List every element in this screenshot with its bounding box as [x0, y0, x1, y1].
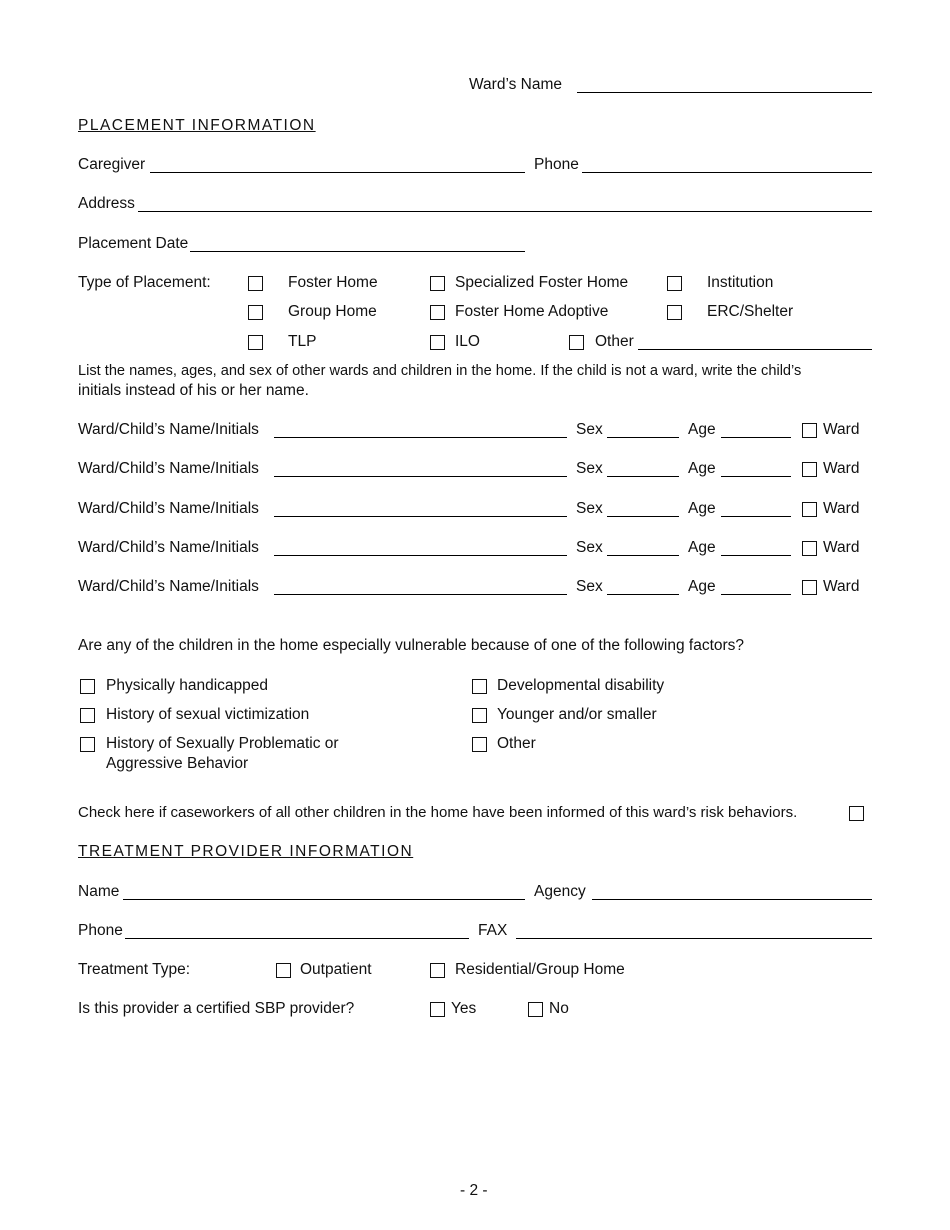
outpatient-label: Outpatient: [300, 961, 372, 978]
child-name-label: Ward/Child’s Name/Initials: [78, 421, 259, 438]
child-age-label: Age: [688, 500, 716, 517]
child-ward-checkbox[interactable]: [802, 541, 817, 556]
children-instructions: List the names, ages, and sex of other wards and children in the home. If the child is not a ward, write the child’s: [78, 363, 802, 379]
foster-home-adoptive-checkbox[interactable]: [430, 305, 445, 320]
foster-home-adoptive-label: Foster Home Adoptive: [455, 303, 609, 320]
sexual-victimization-label: History of sexual victimization: [106, 706, 310, 723]
child-sex-label: Sex: [576, 578, 603, 595]
other-placement-label: Other: [595, 333, 634, 350]
certified-yes-checkbox[interactable]: [430, 1002, 445, 1017]
problematic-behavior-label-line2: Aggressive Behavior: [106, 755, 249, 772]
child-sex-field[interactable]: [607, 437, 679, 438]
wards-name-field[interactable]: [577, 92, 872, 93]
child-sex-label: Sex: [576, 500, 603, 517]
institution-label: Institution: [707, 274, 774, 291]
ilo-checkbox[interactable]: [430, 335, 445, 350]
child-name-label: Ward/Child’s Name/Initials: [78, 578, 259, 595]
erc-shelter-checkbox[interactable]: [667, 305, 682, 320]
problematic-behavior-label: History of Sexually Problematic or: [106, 735, 339, 752]
younger-smaller-checkbox[interactable]: [472, 708, 487, 723]
child-age-label: Age: [688, 578, 716, 595]
child-age-field[interactable]: [721, 516, 791, 517]
group-home-checkbox[interactable]: [248, 305, 263, 320]
fax-label: FAX: [478, 922, 508, 939]
physically-handicapped-label: Physically handicapped: [106, 677, 268, 694]
foster-home-checkbox[interactable]: [248, 276, 263, 291]
child-ward-label: Ward: [823, 500, 860, 517]
outpatient-checkbox[interactable]: [276, 963, 291, 978]
child-name-field[interactable]: [274, 516, 567, 517]
child-age-field[interactable]: [721, 476, 791, 477]
certified-provider-question: Is this provider a certified SBP provider?: [78, 1000, 355, 1017]
residential-group-home-checkbox[interactable]: [430, 963, 445, 978]
child-name-label: Ward/Child’s Name/Initials: [78, 460, 259, 477]
child-ward-label: Ward: [823, 460, 860, 477]
developmental-disability-label: Developmental disability: [497, 677, 665, 694]
phone-label: Phone: [534, 156, 579, 173]
caregiver-label: Caregiver: [78, 156, 146, 173]
provider-name-field[interactable]: [123, 899, 525, 900]
child-ward-label: Ward: [823, 421, 860, 438]
address-field[interactable]: [138, 211, 872, 212]
caseworkers-informed-checkbox[interactable]: [849, 806, 864, 821]
child-age-field[interactable]: [721, 437, 791, 438]
placement-date-field[interactable]: [190, 251, 525, 252]
certified-no-checkbox[interactable]: [528, 1002, 543, 1017]
child-name-label: Ward/Child’s Name/Initials: [78, 539, 259, 556]
wards-name-label: Ward’s Name: [469, 76, 563, 93]
tlp-label: TLP: [288, 333, 317, 350]
problematic-behavior-checkbox[interactable]: [80, 737, 95, 752]
child-sex-field[interactable]: [607, 476, 679, 477]
fax-field[interactable]: [516, 938, 872, 939]
child-ward-checkbox[interactable]: [802, 423, 817, 438]
type-of-placement-label: Type of Placement:: [78, 274, 211, 291]
provider-phone-field[interactable]: [125, 938, 469, 939]
other-vulnerability-label: Other: [497, 735, 536, 752]
placement-date-label: Placement Date: [78, 235, 189, 252]
caregiver-field[interactable]: [150, 172, 525, 173]
placement-heading: PLACEMENT INFORMATION: [78, 117, 316, 134]
child-ward-checkbox[interactable]: [802, 502, 817, 517]
younger-smaller-label: Younger and/or smaller: [497, 706, 657, 723]
provider-name-label: Name: [78, 883, 120, 900]
child-sex-label: Sex: [576, 539, 603, 556]
child-sex-label: Sex: [576, 421, 603, 438]
caseworkers-informed-label: Check here if caseworkers of all other children in the home have been informed of this ward’s risk behaviors.: [78, 804, 798, 821]
other-placement-field[interactable]: [638, 349, 872, 350]
child-name-label: Ward/Child’s Name/Initials: [78, 500, 259, 517]
child-ward-checkbox[interactable]: [802, 580, 817, 595]
child-age-label: Age: [688, 421, 716, 438]
other-vulnerability-checkbox[interactable]: [472, 737, 487, 752]
institution-checkbox[interactable]: [667, 276, 682, 291]
child-ward-checkbox[interactable]: [802, 462, 817, 477]
child-age-field[interactable]: [721, 555, 791, 556]
treatment-heading: TREATMENT PROVIDER INFORMATION: [78, 843, 414, 860]
agency-label: Agency: [534, 883, 586, 900]
children-instructions-line2: initials instead of his or her name.: [78, 382, 309, 399]
provider-phone-label: Phone: [78, 922, 123, 939]
specialized-foster-home-checkbox[interactable]: [430, 276, 445, 291]
specialized-foster-home-label: Specialized Foster Home: [455, 274, 629, 291]
certified-yes-label: Yes: [451, 1000, 477, 1017]
certified-no-label: No: [549, 1000, 569, 1017]
vulnerability-question: Are any of the children in the home especially vulnerable because of one of the following factors?: [78, 637, 745, 654]
child-name-field[interactable]: [274, 437, 567, 438]
phone-field[interactable]: [582, 172, 872, 173]
erc-shelter-label: ERC/Shelter: [707, 303, 794, 320]
tlp-checkbox[interactable]: [248, 335, 263, 350]
foster-home-label: Foster Home: [288, 274, 378, 291]
child-age-label: Age: [688, 539, 716, 556]
sexual-victimization-checkbox[interactable]: [80, 708, 95, 723]
address-label: Address: [78, 195, 135, 212]
ilo-label: ILO: [455, 333, 480, 350]
child-age-label: Age: [688, 460, 716, 477]
developmental-disability-checkbox[interactable]: [472, 679, 487, 694]
child-ward-label: Ward: [823, 578, 860, 595]
physically-handicapped-checkbox[interactable]: [80, 679, 95, 694]
child-sex-field[interactable]: [607, 594, 679, 595]
child-sex-field[interactable]: [607, 555, 679, 556]
child-name-field[interactable]: [274, 594, 567, 595]
residential-group-home-label: Residential/Group Home: [455, 961, 625, 978]
child-name-field[interactable]: [274, 476, 567, 477]
agency-field[interactable]: [592, 899, 872, 900]
child-name-field[interactable]: [274, 555, 567, 556]
child-age-field[interactable]: [721, 594, 791, 595]
other-placement-checkbox[interactable]: [569, 335, 584, 350]
group-home-label: Group Home: [288, 303, 377, 320]
child-ward-label: Ward: [823, 539, 860, 556]
page-number: - 2 -: [460, 1182, 488, 1199]
child-sex-label: Sex: [576, 460, 603, 477]
treatment-type-label: Treatment Type:: [78, 961, 190, 978]
child-sex-field[interactable]: [607, 516, 679, 517]
